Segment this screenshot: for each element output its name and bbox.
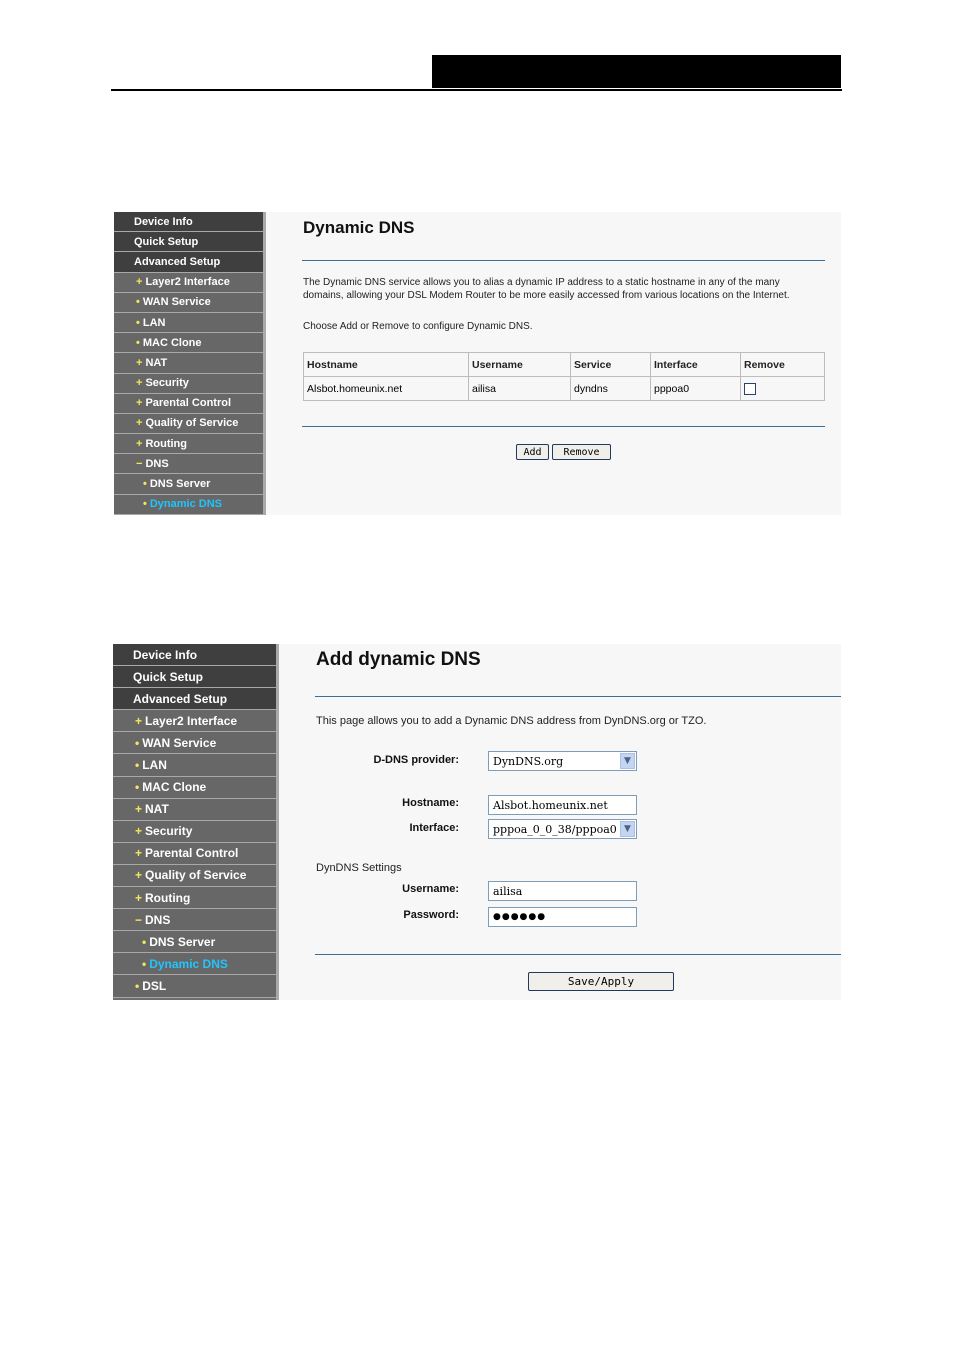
sidebar-nav (113, 644, 279, 1000)
sidebar-item-label: DNS (145, 457, 169, 470)
sidebar-item-label: NAT (145, 356, 168, 369)
bullet-icon: + (135, 802, 143, 817)
sidebar-item-dns[interactable] (113, 909, 276, 931)
ddns-table (303, 352, 825, 401)
password-label: Password: (403, 909, 459, 921)
sidebar-item-security[interactable] (114, 374, 263, 394)
sidebar-item-label: WAN Service (142, 735, 217, 750)
bullet-icon: + (136, 437, 143, 450)
sidebar-item-wan-service[interactable] (114, 293, 263, 313)
sidebar-item-label: Layer2 Interface (145, 276, 230, 289)
sidebar-item-label: DSL (142, 978, 167, 993)
settings-heading: DynDNS Settings (316, 862, 402, 874)
bullet-icon: + (136, 377, 143, 390)
sidebar-item-quality-of-service[interactable] (113, 865, 276, 887)
remove-checkbox[interactable] (744, 383, 756, 395)
sidebar-item-security[interactable] (113, 821, 276, 843)
sidebar-item-label: Security (145, 824, 193, 839)
sidebar-item-label: Quality of Service (145, 417, 239, 430)
sidebar-item-routing[interactable] (113, 887, 276, 909)
bullet-icon: • (136, 296, 140, 309)
table-header-row (304, 353, 825, 377)
content-panel (279, 644, 841, 1000)
instruction-text: Choose Add or Remove to configure Dynamic DNS. (303, 321, 533, 332)
sidebar-item-parental-control[interactable] (114, 394, 263, 414)
bullet-icon: + (135, 868, 143, 883)
hostname-label: Hostname: (402, 797, 459, 809)
password-input[interactable]: ●●●●●● (488, 907, 637, 927)
bullet-icon: • (135, 758, 140, 773)
sidebar-item-label: LAN (142, 758, 167, 773)
cell-service: dyndns (571, 377, 651, 401)
sidebar-item-label: Device Info (134, 215, 193, 228)
bullet-icon: • (136, 316, 140, 329)
sidebar-item-advanced-setup[interactable] (113, 688, 276, 710)
remove-button[interactable]: Remove (552, 444, 611, 460)
bullet-icon: + (136, 276, 143, 289)
sidebar-item-routing[interactable] (114, 434, 263, 454)
username-label: Username: (402, 883, 459, 895)
bullet-icon: + (135, 824, 143, 839)
sidebar-item-label: Parental Control (145, 397, 232, 410)
sidebar-item-label: WAN Service (142, 296, 211, 309)
header-bar (432, 55, 841, 88)
sidebar-item-lan[interactable] (113, 754, 276, 776)
sidebar-item-label: Routing (145, 890, 191, 905)
sidebar-item-label: LAN (142, 316, 166, 329)
add-dynamic-dns-screenshot (113, 644, 841, 1000)
bullet-icon: • (136, 336, 140, 349)
bullet-icon: • (142, 934, 147, 949)
sidebar-item-label: Parental Control (145, 846, 239, 861)
hostname-input[interactable]: Alsbot.homeunix.net (488, 795, 637, 815)
sidebar-item-dynamic-dns[interactable] (114, 495, 263, 515)
column-header-hostname: Hostname (304, 353, 469, 377)
sidebar-item-quick-setup[interactable] (113, 666, 276, 688)
username-input[interactable]: ailisa (488, 881, 637, 901)
column-header-interface: Interface (651, 353, 741, 377)
sidebar-item-wan-service[interactable] (113, 732, 276, 754)
bullet-icon: − (135, 912, 143, 927)
sidebar-item-layer2-interface[interactable] (113, 710, 276, 732)
sidebar-item-label: Quick Setup (134, 235, 199, 248)
interface-select[interactable] (488, 819, 637, 839)
bullet-icon: − (136, 457, 143, 470)
bullet-icon: + (136, 397, 143, 410)
sidebar-item-label: Advanced Setup (134, 255, 221, 268)
sidebar-item-quick-setup[interactable] (114, 232, 263, 252)
cell-username: ailisa (469, 377, 571, 401)
title-divider (315, 696, 841, 697)
sidebar-item-dsl[interactable] (113, 975, 276, 997)
sidebar-item-advanced-setup[interactable] (114, 252, 263, 272)
interface-value: pppoa_0_0_38/pppoa0 (493, 822, 617, 836)
sidebar-item-label: MAC Clone (142, 336, 202, 349)
bottom-divider (302, 426, 825, 427)
sidebar-item-label: MAC Clone (142, 780, 207, 795)
sidebar-item-label: Dynamic DNS (149, 956, 228, 971)
sidebar-item-label: Quick Setup (133, 669, 204, 684)
sidebar-item-nat[interactable] (113, 799, 276, 821)
bullet-icon: + (135, 846, 143, 861)
sidebar-item-label: Advanced Setup (133, 691, 228, 706)
bottom-divider (315, 954, 841, 955)
cell-interface: pppoa0 (651, 377, 741, 401)
bullet-icon: • (135, 978, 140, 993)
bullet-icon: + (136, 417, 143, 430)
provider-value: DynDNS.org (493, 754, 564, 768)
sidebar-item-nat[interactable] (114, 353, 263, 373)
sidebar-item-label: Device Info (133, 647, 198, 662)
sidebar-item-label: Layer2 Interface (145, 713, 238, 728)
title-divider (302, 260, 825, 261)
column-header-service: Service (571, 353, 651, 377)
bullet-icon: • (143, 478, 147, 491)
column-header-remove: Remove (741, 353, 825, 377)
sidebar-item-parental-control[interactable] (113, 843, 276, 865)
sidebar-item-mac-clone[interactable] (113, 777, 276, 799)
bullet-icon: + (135, 890, 143, 905)
sidebar-item-dns[interactable] (114, 454, 263, 474)
cell-remove (741, 377, 825, 401)
sidebar-item-quality-of-service[interactable] (114, 414, 263, 434)
sidebar-item-label: NAT (145, 802, 169, 817)
bullet-icon: • (135, 780, 140, 795)
save-apply-button[interactable]: Save/Apply (528, 972, 674, 991)
description-text: This page allows you to add a Dynamic DNS address from DynDNS.org or TZO. (316, 715, 707, 727)
provider-label: D-DNS provider: (373, 754, 459, 766)
sidebar-item-label: DNS (145, 912, 171, 927)
bullet-icon: • (142, 956, 147, 971)
bullet-icon: • (143, 498, 147, 511)
sidebar-item-label: DNS Server (149, 934, 216, 949)
sidebar-item-label: DNS Server (149, 478, 211, 491)
sidebar-item-label: Routing (145, 437, 187, 450)
sidebar-item-device-info[interactable] (114, 212, 263, 232)
chevron-down-icon: ▼ (620, 753, 635, 769)
description-line-1: The Dynamic DNS service allows you to alias a dynamic IP address to a static hostname in any of the many (303, 277, 780, 288)
page-title: Dynamic DNS (303, 218, 415, 237)
sidebar-item-layer2-interface[interactable] (114, 273, 263, 293)
bullet-icon: + (135, 713, 143, 728)
dynamic-dns-screenshot (114, 212, 841, 515)
table-row (304, 377, 825, 401)
bullet-icon: • (135, 735, 140, 750)
column-header-username: Username (469, 353, 571, 377)
bullet-icon: + (136, 356, 143, 369)
content-panel (266, 212, 841, 515)
sidebar-item-label: Quality of Service (145, 868, 247, 883)
sidebar-item-dns-server[interactable] (113, 931, 276, 953)
chevron-down-icon: ▼ (620, 821, 635, 837)
sidebar-item-label: Dynamic DNS (149, 498, 222, 511)
cell-hostname: Alsbot.homeunix.net (304, 377, 469, 401)
interface-label: Interface: (409, 822, 459, 834)
sidebar-item-dynamic-dns[interactable] (113, 953, 276, 975)
page-title: Add dynamic DNS (316, 649, 481, 670)
sidebar-item-label: Security (145, 377, 189, 390)
description-line-2: domains, allowing your DSL Modem Router to be more easily accessed from various locations on the Internet. (303, 290, 790, 301)
add-button[interactable]: Add (516, 444, 549, 460)
sidebar-item-dns-server[interactable] (114, 474, 263, 494)
sidebar-item-device-info[interactable] (113, 644, 276, 666)
provider-select[interactable] (488, 751, 637, 771)
sidebar-item-mac-clone[interactable] (114, 333, 263, 353)
sidebar-item-lan[interactable] (114, 313, 263, 333)
sidebar-nav (114, 212, 266, 515)
header-rule (111, 89, 842, 91)
